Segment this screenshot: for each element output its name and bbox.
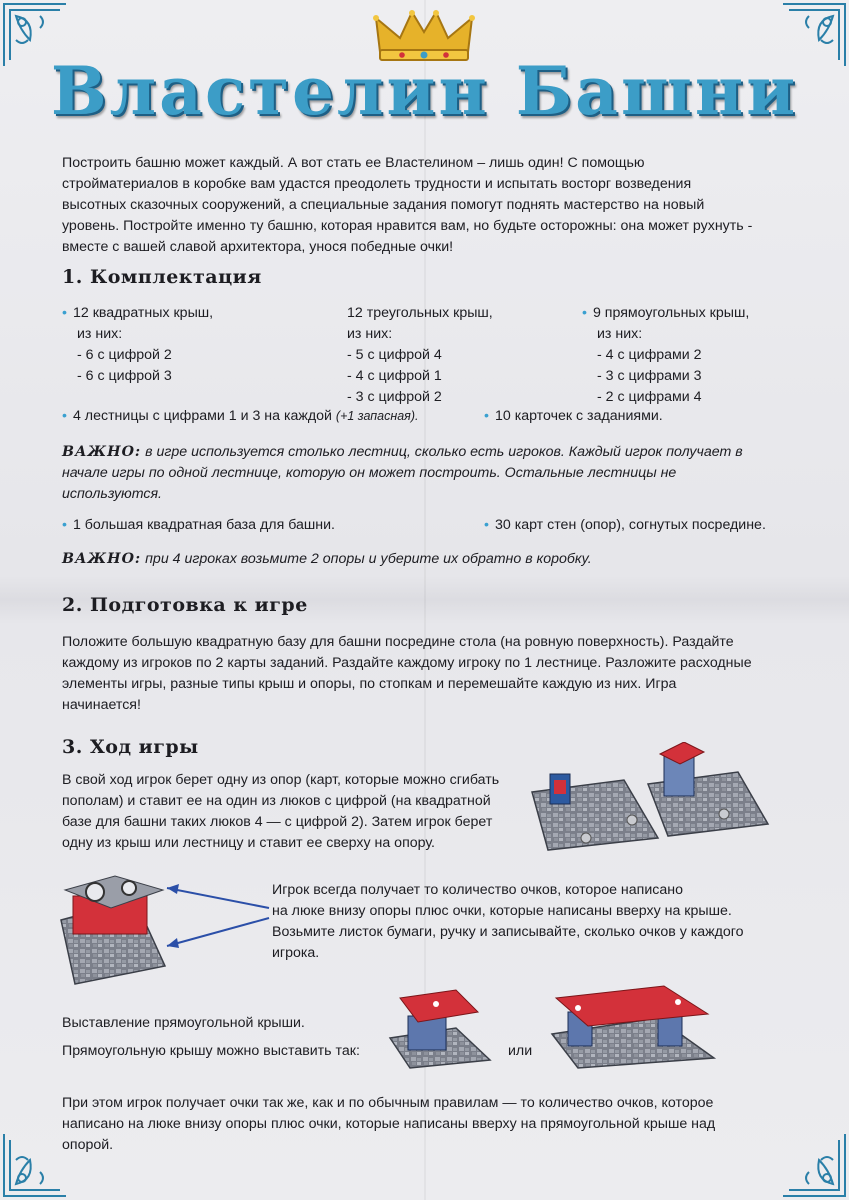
- section-heading-components: 1. Комплектация: [62, 266, 262, 288]
- list-item: - 4 с цифрами 2: [597, 347, 702, 363]
- component-list-square-roofs: [62, 303, 213, 387]
- final-paragraph: [62, 1093, 802, 1156]
- list-item: из них:: [347, 326, 393, 342]
- list-item: из них:: [77, 326, 123, 342]
- setup-line: элементы игры, разные типы крыш и опоры, по стопкам и перемешайте каждую из них. Игра: [62, 676, 677, 692]
- component-list-rect-roofs: [582, 303, 749, 408]
- list-item: - 2 с цифрами 4: [597, 389, 702, 405]
- intro-paragraph: [62, 153, 802, 258]
- list-item: 12 треугольных крыш,: [347, 305, 493, 321]
- scoring-line: на люке внизу опоры плюс очки, которые написаны вверху на крыше.: [272, 903, 732, 919]
- scoring-line: игрока.: [272, 945, 320, 961]
- intro-line: стройматериалов в коробке вам удастся преодолеть трудности и испытать восторг возведения: [62, 176, 692, 192]
- illustration-tower-with-arrows: [55, 868, 275, 988]
- intro-line: вместе с вашей славой архитектора, унося победные очки!: [62, 239, 454, 255]
- setup-paragraph: [62, 632, 802, 716]
- rect-roof-title: Выставление прямоугольной крыши.: [62, 1015, 305, 1031]
- turn-line: базе для башни таких люков 4 — с цифрой 2). Затем игрок берет: [62, 814, 493, 830]
- turn-line: одну из крыш или лестницу и ставит ее сверху на опору.: [62, 835, 435, 851]
- note-line: начале игры по одной лестнице, которую он может построить. Остальные лестницы не: [62, 465, 677, 481]
- rect-roof-how: Прямоугольную крышу можно выставить так:: [62, 1043, 360, 1059]
- final-line: написано на люке внизу опоры плюс очки, которые написаны вверху на прямоугольной крыше над: [62, 1116, 716, 1132]
- important-label: ВАЖНО:: [62, 551, 142, 567]
- turn-line: пополам) и ставит ее на один из люков с цифрой (на квадратной: [62, 793, 491, 809]
- final-line: При этом игрок получает очки так же, как и по обычным правилам — то количество очков, которое: [62, 1095, 714, 1111]
- bullet-icon: •: [582, 305, 587, 321]
- setup-line: начинается!: [62, 697, 141, 713]
- list-item: из них:: [597, 326, 643, 342]
- corner-ornament-bottom-left: [0, 1130, 70, 1200]
- list-item: 30 карт стен (опор), согнутых посредине.: [494, 517, 766, 533]
- final-line: опорой.: [62, 1137, 114, 1153]
- intro-line: высотных сказочных сооружений, а специальные задания помогут поднять мастерство на новый: [62, 197, 705, 213]
- list-item: 12 квадратных крыш,: [72, 305, 214, 321]
- component-base: [62, 515, 335, 536]
- component-ladders: [62, 406, 419, 427]
- list-item-note: (+1 запасная).: [335, 409, 419, 423]
- setup-line: каждому из игроков по 2 карты заданий. Раздайте каждому игроку по 1 лестнице. Разложите расходные: [62, 655, 752, 671]
- illustration-walls-on-base: [528, 742, 796, 852]
- setup-line: Положите большую квадратную базу для башни посредине стола (на ровную поверхность). Раздайте: [62, 634, 734, 650]
- section-heading-turn: 3. Ход игры: [62, 736, 199, 758]
- list-item: 9 прямоугольных крыш,: [592, 305, 750, 321]
- list-item: 1 большая квадратная база для башни.: [72, 517, 335, 533]
- intro-line: Построить башню может каждый. А вот стать ее Властелином – лишь один! С помощью: [62, 155, 645, 171]
- bullet-icon: •: [62, 408, 67, 424]
- bullet-icon: •: [484, 408, 489, 424]
- bullet-icon: •: [62, 517, 67, 533]
- or-label: или: [508, 1043, 533, 1059]
- important-note-ladders: [62, 442, 802, 505]
- illustration-rect-roof-option-a: [386, 986, 494, 1070]
- scoring-paragraph: [272, 880, 792, 964]
- list-item: - 5 с цифрой 4: [347, 347, 442, 363]
- important-label: ВАЖНО:: [62, 444, 142, 460]
- list-item: 4 лестницы с цифрами 1 и 3 на каждой: [72, 408, 332, 424]
- section-heading-setup: 2. Подготовка к игре: [62, 594, 308, 616]
- turn-line: В свой ход игрок берет одну из опор (карт, которые можно сгибать: [62, 772, 500, 788]
- bullet-icon: •: [62, 305, 67, 321]
- component-task-cards: [484, 406, 663, 427]
- note-line: при 4 игроках возьмите 2 опоры и уберите их обратно в коробку.: [145, 551, 592, 567]
- note-line: используются.: [62, 486, 162, 502]
- turn-paragraph: [62, 770, 522, 854]
- note-line: в игре используется столько лестниц, сколько есть игроков. Каждый игрок получает в: [145, 444, 743, 460]
- list-item: - 6 с цифрой 3: [77, 368, 172, 384]
- bullet-icon: •: [484, 517, 489, 533]
- component-list-triangle-roofs: [347, 303, 493, 408]
- list-item: - 4 с цифрой 1: [347, 368, 442, 384]
- scoring-line: Возьмите листок бумаги, ручку и записывайте, сколько очков у каждого: [272, 924, 744, 940]
- game-title: Властелин Башни: [50, 52, 799, 130]
- list-item: - 3 с цифрами 3: [597, 368, 702, 384]
- illustration-rect-roof-option-b: [548, 978, 718, 1070]
- list-item: - 3 с цифрой 2: [347, 389, 442, 405]
- intro-line: уровень. Постройте именно ту башню, которая нравится вам, но будьте осторожны: она может рухнуть -: [62, 218, 753, 234]
- component-walls: [484, 515, 766, 536]
- important-note-walls: [62, 549, 802, 570]
- list-item: - 6 с цифрой 2: [77, 347, 172, 363]
- list-item: 10 карточек с заданиями.: [494, 408, 663, 424]
- scoring-line: Игрок всегда получает то количество очков, которое написано: [272, 882, 683, 898]
